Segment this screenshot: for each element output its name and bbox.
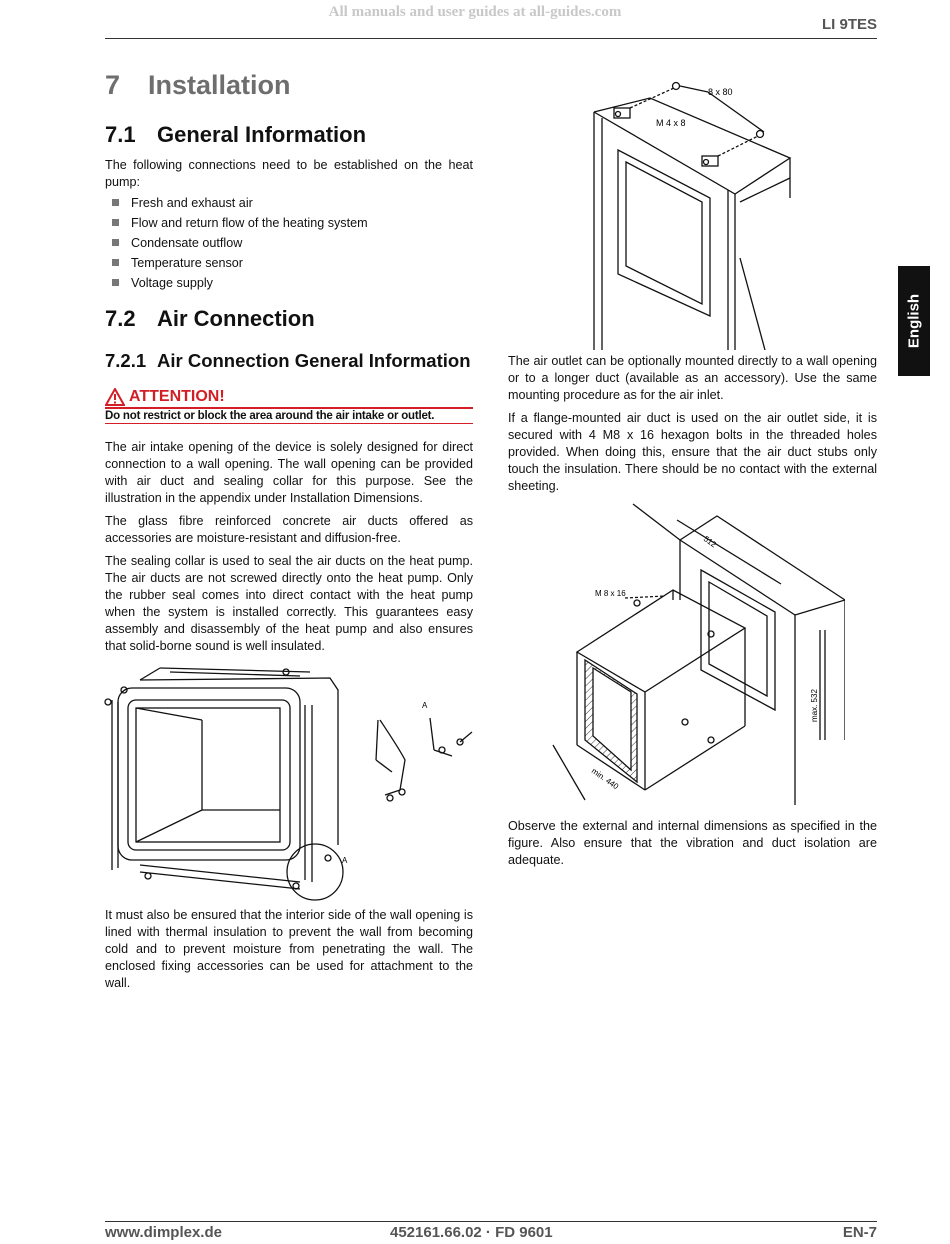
footer-doc-code: 452161.66.02 · FD 9601 (390, 1224, 553, 1241)
list-item: Voltage supply (105, 273, 473, 293)
sealing-collar-figure (100, 660, 480, 905)
outlet-text (508, 353, 877, 495)
chapter-number: 7 (105, 70, 121, 100)
language-tab (898, 266, 930, 376)
attention-text: Do not restrict or block the area around the air intake or outlet. (105, 410, 435, 422)
warning-icon (105, 388, 125, 406)
paragraph: Observe the external and internal dimensions as specified in the figure. Also ensure that the vibration and duct isolation are adequate. (508, 819, 877, 867)
figure-label: max. 532 (810, 689, 819, 722)
paragraph: The glass fibre reinforced concrete air ducts offered as accessories are moisture-resistant and diffusion-free. (105, 514, 473, 545)
dimensions-text (508, 818, 877, 869)
air-outlet-figure (590, 78, 810, 350)
insulation-text (105, 907, 473, 992)
detail-label: A (422, 701, 428, 710)
section-heading-7-1 (105, 122, 366, 148)
air-connection-text (105, 439, 473, 655)
attention-header (105, 388, 473, 406)
section-title: General Information (157, 122, 367, 147)
paragraph: The air intake opening of the device is solely designed for direct connection to a wall opening. The wall opening can be provided with air duct and sealing collar for this purpose. See the illustration in the appendix under Installation Dimensions. (105, 440, 473, 505)
chapter-heading (105, 70, 291, 101)
list-item: Temperature sensor (105, 253, 473, 273)
footer-page-number: EN-7 (842, 1224, 877, 1241)
figure-label: 512 (701, 534, 718, 550)
section-number: 7.1 (105, 122, 136, 147)
figure-label: 8 x 80 (708, 87, 733, 97)
connection-list (105, 193, 473, 293)
header-rule (105, 38, 877, 39)
model-name: LI 9TES (821, 16, 877, 33)
footer-website: www.dimplex.de (105, 1224, 222, 1241)
duct-figure (545, 500, 845, 805)
footer-rule (105, 1221, 877, 1222)
attention-title: ATTENTION! (129, 388, 225, 405)
list-item: Flow and return flow of the heating system (105, 213, 473, 233)
subsection-heading-7-2-1 (105, 350, 471, 372)
list-item: Fresh and exhaust air (105, 193, 473, 213)
figure-label: M 4 x 8 (656, 118, 686, 128)
figure-label: min. 440 (589, 766, 621, 792)
subsection-number: 7.2.1 (105, 350, 147, 371)
paragraph: The air outlet can be optionally mounted directly to a wall opening or to a longer duct (available as an accessory). Use the same mounting procedure as for the air inlet. (508, 354, 877, 402)
detail-label: A (342, 856, 348, 865)
paragraph: The sealing collar is used to seal the air ducts on the heat pump. The air ducts are not screwed directly onto the heat pump. Only the rubber seal comes into direct contact with the heat pump when the system is installed correctly. This guarantees easy assembly and disassembly of the heat pump and also ensures that solid-borne sound is well insulated. (105, 554, 473, 653)
language-tab-label: English (905, 293, 923, 349)
figure-label: M 8 x 16 (595, 589, 626, 598)
list-item: Condensate outflow (105, 233, 473, 253)
chapter-title: Installation (148, 70, 291, 100)
general-info-intro: The following connections need to be established on the heat pump: (105, 158, 473, 189)
attention-rule-bottom (105, 423, 473, 424)
section-title: Air Connection (157, 306, 315, 331)
section-number: 7.2 (105, 306, 136, 331)
subsection-title: Air Connection General Information (157, 350, 471, 371)
attention-box (105, 388, 473, 424)
watermark: All manuals and user guides at all-guides.com (328, 4, 622, 20)
section-heading-7-2 (105, 306, 315, 332)
paragraph: If a flange-mounted air duct is used on the air outlet side, it is secured with 4 M8 x 16 hexagon bolts in the threaded holes provided. When doing this, ensure that the air duct stubs only touch the insulation. There should be no contact with the external sheeting. (508, 411, 877, 493)
general-info-block (105, 157, 473, 293)
paragraph: It must also be ensured that the interior side of the wall opening is lined with thermal insulation to prevent the wall from becoming cold and to prevent moisture from penetrating the wall. The enclosed fixing accessories can be used for attachment to the wall. (105, 908, 473, 990)
